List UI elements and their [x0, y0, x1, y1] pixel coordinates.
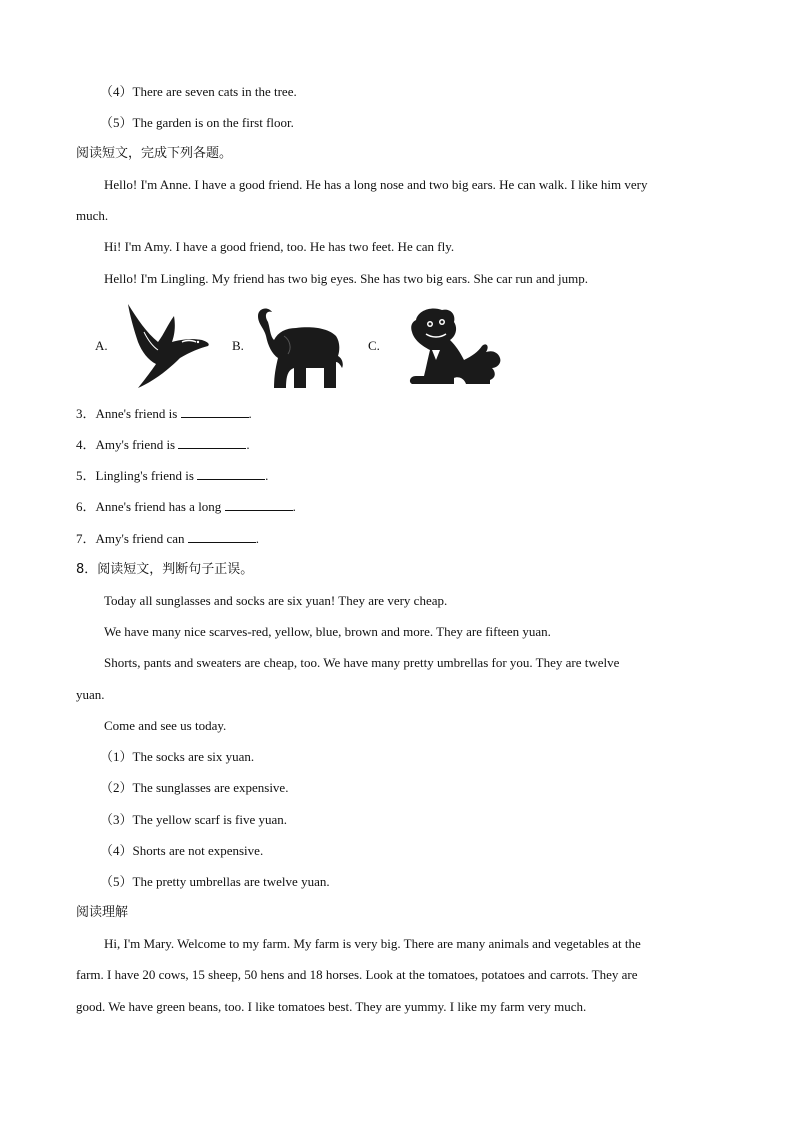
passage-lingling: Hello! I'm Lingling. My friend has two big eyes. She has two big ears. She car run and jump.	[104, 271, 588, 286]
question-5	[76, 467, 726, 485]
answer-blank-6[interactable]	[225, 498, 293, 511]
answer-blank-3[interactable]	[181, 405, 249, 418]
question-7-end: .	[255, 531, 259, 546]
farm-passage-line3: good. We have green beans, too. I like tomatoes best. They are yummy. I like my farm very much.	[76, 999, 587, 1014]
question-4-text: 4．Amy's friend is	[76, 437, 176, 452]
passage-amy: Hi! I'm Amy. I have a good friend, too. He has two feet. He can fly.	[104, 239, 455, 254]
answer-blank-4[interactable]	[178, 436, 246, 449]
shop-passage-line5: Come and see us today.	[104, 718, 227, 733]
question-4-end: .	[246, 437, 250, 452]
farm-passage-line1: Hi, I'm Mary. Welcome to my farm. My farm is very big. There are many animals and vegetables at the	[104, 936, 641, 951]
bird-icon	[124, 302, 212, 390]
question-4	[76, 436, 726, 454]
prev-item-4: （4）There are seven cats in the tree.	[100, 84, 297, 99]
shop-passage-line3: Shorts, pants and sweaters are cheap, too. We have many pretty umbrellas for you. They are twelve	[104, 655, 620, 670]
section2-heading: 8．阅读短文，判断句子正误。	[76, 562, 254, 577]
farm-passage-line2: farm. I have 20 cows, 15 sheep, 50 hens and 18 horses. Look at the tomatoes, potatoes and carrots. They are	[76, 967, 638, 982]
answer-blank-5[interactable]	[197, 467, 265, 480]
question-6-end: .	[292, 499, 296, 514]
shop-passage-line4: yuan.	[76, 687, 105, 702]
statement-2: （2）The sunglasses are expensive.	[100, 780, 289, 795]
section3-heading: 阅读理解	[76, 905, 129, 920]
question-3	[76, 405, 726, 423]
dog-icon	[406, 306, 506, 388]
passage-anne-line2: much.	[76, 208, 109, 223]
question-3-text: 3．Anne's friend is	[76, 406, 178, 421]
prev-item-5: （5）The garden is on the first floor.	[100, 115, 294, 130]
question-7-text: 7．Amy's friend can	[76, 531, 185, 546]
answer-blank-7[interactable]	[188, 530, 256, 543]
option-a-label: A.	[95, 338, 108, 353]
shop-passage-line2: We have many nice scarves-red, yellow, blue, brown and more. They are fifteen yuan.	[104, 624, 551, 639]
shop-passage-line1: Today all sunglasses and socks are six yuan! They are very cheap.	[104, 593, 448, 608]
elephant-icon	[256, 306, 348, 390]
option-b-label: B.	[232, 338, 244, 353]
statement-4: （4）Shorts are not expensive.	[100, 843, 264, 858]
question-6	[76, 498, 726, 516]
question-5-end: .	[265, 468, 269, 483]
section1-heading: 阅读短文，完成下列各题。	[76, 146, 233, 161]
statement-1: （1）The socks are six yuan.	[100, 749, 255, 764]
statement-3: （3）The yellow scarf is five yuan.	[100, 812, 288, 827]
passage-anne-line1: Hello! I'm Anne. I have a good friend. He has a long nose and two big ears. He can walk. I like him very	[104, 177, 648, 192]
question-3-end: .	[248, 406, 252, 421]
question-5-text: 5．Lingling's friend is	[76, 468, 194, 483]
statement-5: （5）The pretty umbrellas are twelve yuan.	[100, 874, 330, 889]
option-c-label: C.	[368, 338, 380, 353]
question-6-text: 6．Anne's friend has a long	[76, 499, 222, 514]
question-7	[76, 530, 726, 548]
